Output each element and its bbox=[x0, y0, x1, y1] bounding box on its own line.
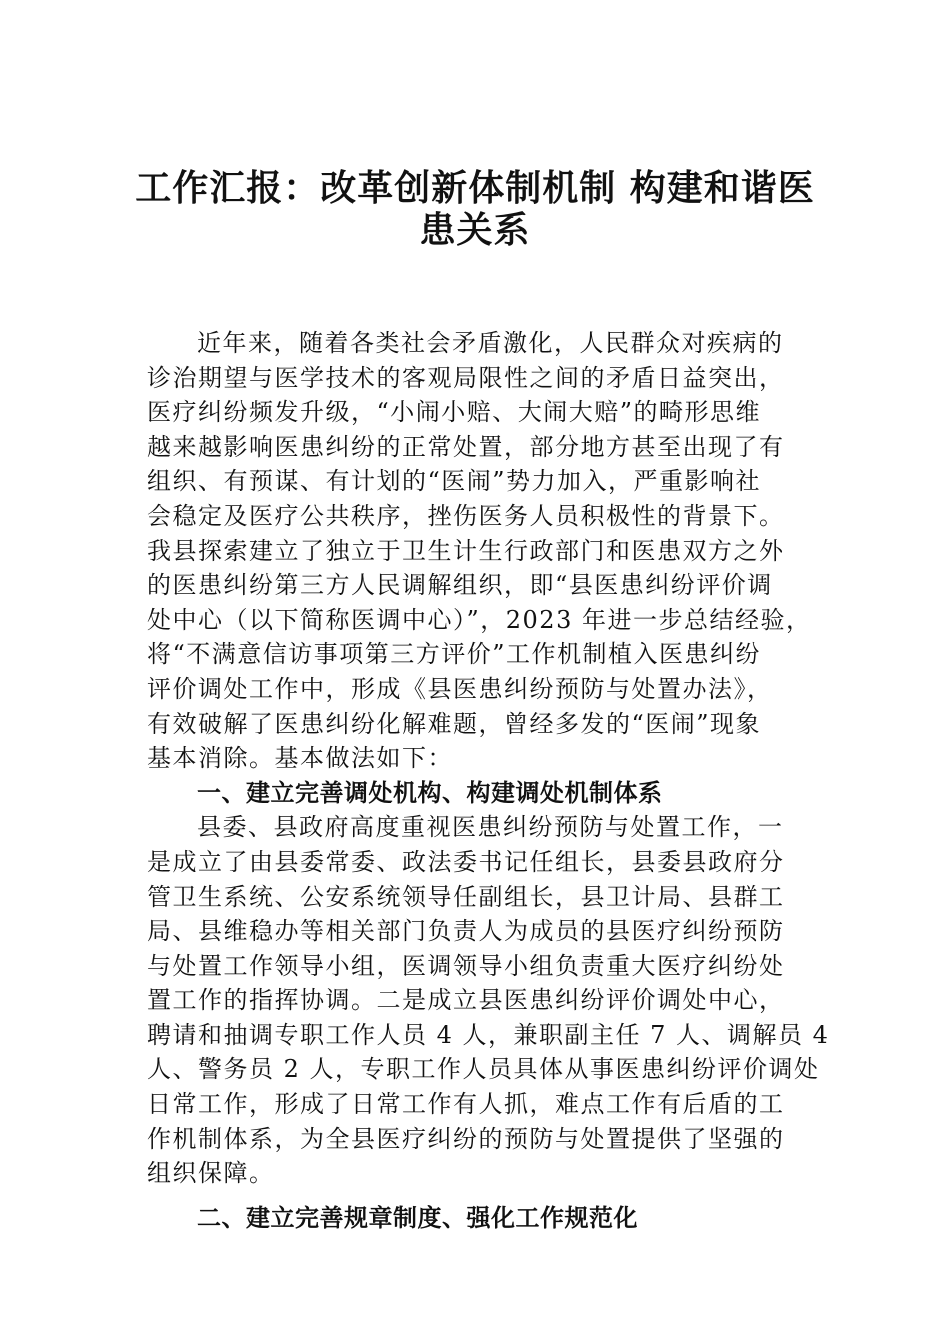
document-body bbox=[147, 326, 830, 1235]
body-line: 评价调处工作中，形成《县医患纠纷预防与处置办法》， bbox=[147, 674, 773, 703]
section-gap bbox=[147, 1191, 807, 1201]
body-line: 越来越影响医患纠纷的正常处置，部分地方甚至出现了有 bbox=[147, 432, 785, 461]
body-line: 近年来，随着各类社会矛盾激化，人民群众对疾病的 bbox=[197, 329, 784, 357]
section-heading: 一、建立完善调处机构、构建调处机制体系 bbox=[197, 778, 663, 807]
body-line: 日常工作，形成了日常工作有人抓，难点工作有后盾的工 bbox=[147, 1090, 785, 1119]
body-line: 管卫生系统、公安系统领导任副组长，县卫计局、县群工 bbox=[147, 882, 785, 911]
body-line: 与处置工作领导小组，医调领导小组负责重大医疗纠纷处 bbox=[147, 951, 785, 980]
body-line: 县委、县政府高度重视医患纠纷预防与处置工作，一 bbox=[197, 813, 784, 842]
body-line: 聘请和抽调专职工作人员 4 人，兼职副主任 7 人、调解员 4 bbox=[147, 1020, 830, 1049]
body-line: 组织、有预谋、有计划的“医闹”势力加入，严重影响社 bbox=[147, 467, 762, 496]
body-line: 会稳定及医疗公共秩序，挫伤医务人员积极性的背景下。 bbox=[147, 501, 785, 530]
body-line: 作机制体系，为全县医疗纠纷的预防与处置提供了坚强的 bbox=[147, 1124, 785, 1153]
document-title-line-1: 工作汇报：改革创新体制机制 构建和谐医 bbox=[135, 167, 815, 209]
body-line: 人、警务员 2 人，专职工作人员具体从事医患纠纷评价调处 bbox=[147, 1055, 820, 1084]
body-line: 是成立了由县委常委、政法委书记任组长，县委县政府分 bbox=[147, 847, 785, 876]
body-line: 基本消除。基本做法如下： bbox=[147, 744, 453, 773]
body-line: 的医患纠纷第三方人民调解组织，即“县医患纠纷评价调 bbox=[147, 571, 773, 600]
body-line: 诊治期望与医学技术的客观局限性之间的矛盾日益突出， bbox=[147, 363, 785, 392]
body-line: 局、县维稳办等相关部门负责人为成员的县医疗纠纷预防 bbox=[147, 917, 785, 946]
body-line: 将“不满意信访事项第三方评价”工作机制植入医患纠纷 bbox=[147, 640, 762, 669]
document-title-line-2: 患关系 bbox=[419, 209, 531, 251]
body-line: 组织保障。 bbox=[147, 1159, 275, 1188]
body-line: 处中心（以下简称医调中心）”，2023 年进一步总结经验， bbox=[147, 605, 812, 634]
body-line: 医疗纠纷频发升级，“小闹小赔、大闹大赔”的畸形思维 bbox=[147, 398, 762, 427]
body-line: 我县探索建立了独立于卫生计生行政部门和医患双方之外 bbox=[147, 536, 785, 565]
body-line: 置工作的指挥协调。二是成立县医患纠纷评价调处中心， bbox=[147, 986, 785, 1015]
body-line: 有效破解了医患纠纷化解难题，曾经多发的“医闹”现象 bbox=[147, 709, 762, 738]
section-heading: 二、建立完善规章制度、强化工作规范化 bbox=[197, 1203, 638, 1232]
